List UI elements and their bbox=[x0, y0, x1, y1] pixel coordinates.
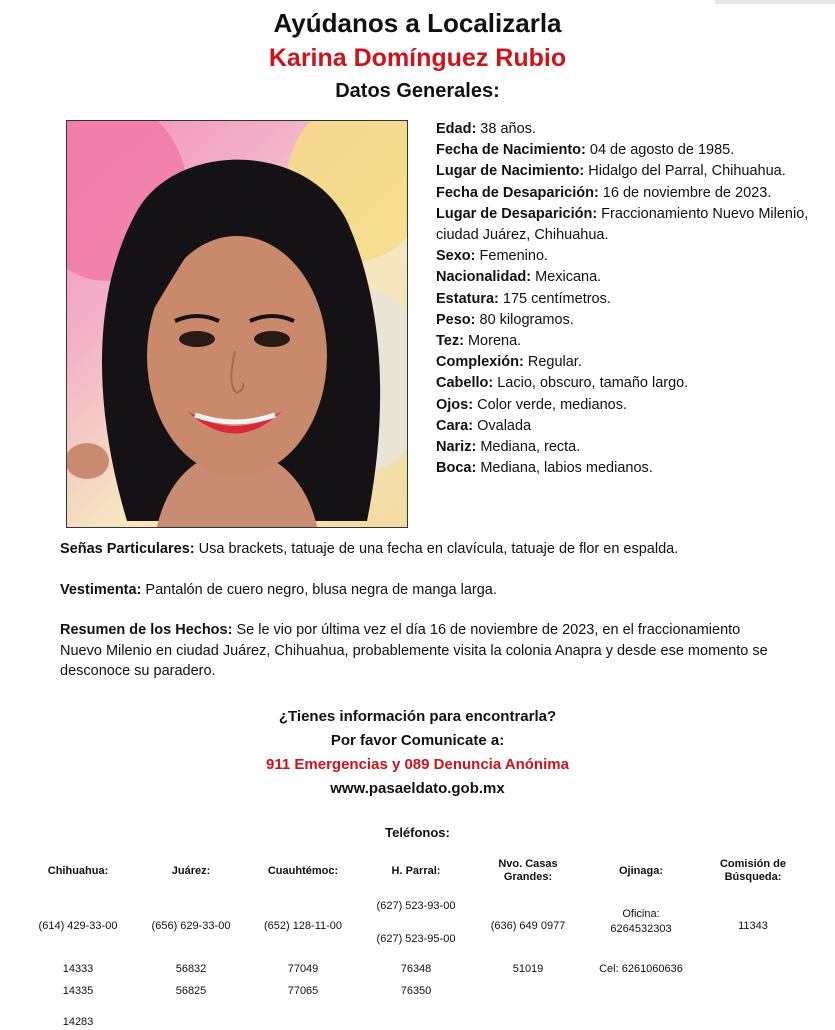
detail-row bbox=[436, 204, 816, 246]
phone-number: 14333 bbox=[62, 963, 94, 975]
detail-value: Lacio, obscuro, tamaño largo. bbox=[493, 375, 689, 392]
distinguishing-marks-label: Señas Particulares: bbox=[60, 541, 195, 557]
detail-row bbox=[436, 331, 816, 352]
phone-number: 77065 bbox=[287, 985, 319, 997]
detail-label: Fecha de Desaparición: bbox=[436, 184, 599, 201]
detail-value: 38 años. bbox=[476, 121, 536, 137]
detail-row bbox=[436, 246, 816, 267]
detail-row bbox=[436, 373, 816, 394]
clothing-label: Vestimenta: bbox=[60, 582, 142, 598]
phones-column-header: Juárez: bbox=[171, 865, 211, 877]
detail-value: 04 de agosto de 1985. bbox=[585, 142, 735, 159]
phones-column bbox=[22, 850, 134, 1030]
detail-label: Fecha de Nacimiento: bbox=[436, 142, 586, 159]
detail-row bbox=[436, 437, 816, 458]
phone-number: 51019 bbox=[512, 963, 544, 975]
summary-value: Se le vio por última vez el día 16 de noviembre de 2023, en el fraccionamiento Nuevo Milenio en ciudad Juárez, Chihuahua, probablemente visita la colonia Anapra y desde ese momento se desconoce su paradero. bbox=[60, 622, 768, 679]
phone-number: (627) 523-93-00 bbox=[376, 900, 456, 912]
phone-number: 56825 bbox=[175, 985, 207, 997]
detail-label: Sexo: bbox=[436, 248, 476, 265]
detail-label: Complexión: bbox=[436, 354, 524, 371]
detail-value: 80 kilogramos. bbox=[475, 311, 574, 328]
phone-number: (614) 429-33-00 bbox=[38, 920, 118, 932]
detail-label: Lugar de Desaparición: bbox=[436, 205, 598, 222]
phone-number: Cel: 6261060636 bbox=[599, 963, 683, 975]
phones-column bbox=[697, 850, 809, 1030]
detail-label: Estatura: bbox=[436, 290, 499, 307]
detail-label: Peso: bbox=[436, 311, 476, 328]
detail-label: Nacionalidad: bbox=[436, 269, 532, 286]
phones-column bbox=[472, 850, 584, 1030]
summary-of-events bbox=[60, 620, 780, 682]
phones-column bbox=[360, 850, 472, 1030]
detail-label: Cara: bbox=[436, 417, 474, 434]
detail-value: Morena. bbox=[463, 333, 522, 350]
top-edge-bar bbox=[715, 0, 835, 4]
phone-number: 14283 bbox=[62, 1016, 94, 1028]
detail-row bbox=[436, 289, 816, 310]
missing-person-photo bbox=[66, 120, 408, 528]
detail-value: Mediana, labios medianos. bbox=[476, 460, 653, 477]
distinguishing-marks-value: Usa brackets, tatuaje de una fecha en clavícula, tatuaje de flor en espalda. bbox=[194, 541, 679, 557]
detail-value: Hidalgo del Parral, Chihuahua. bbox=[584, 163, 786, 180]
detail-row bbox=[436, 310, 816, 331]
detail-value: Color verde, medianos. bbox=[473, 396, 627, 413]
summary-label: Resumen de los Hechos: bbox=[60, 622, 233, 638]
detail-row bbox=[436, 161, 816, 182]
clothing bbox=[60, 580, 780, 601]
detail-value: Mexicana. bbox=[531, 269, 602, 286]
detail-value: 16 de noviembre de 2023. bbox=[598, 184, 772, 201]
phone-number: (656) 629-33-00 bbox=[151, 920, 231, 932]
detail-label: Tez: bbox=[436, 333, 464, 350]
detail-label: Boca: bbox=[436, 460, 477, 477]
poster-title: Ayúdanos a Localizarla bbox=[273, 8, 562, 38]
section-title-general-data: Datos Generales: bbox=[335, 80, 500, 102]
phone-number: (627) 523-95-00 bbox=[376, 933, 456, 945]
detail-label: Ojos: bbox=[436, 396, 474, 413]
emergency-numbers: 911 Emergencias y 089 Denuncia Anónima bbox=[266, 756, 569, 773]
detail-row bbox=[436, 352, 816, 373]
detail-row bbox=[436, 416, 816, 437]
phones-column bbox=[585, 850, 697, 1030]
phone-number: (636) 649 0977 bbox=[490, 920, 566, 932]
phones-column-header: Comisión de Búsqueda: bbox=[719, 858, 786, 883]
detail-value: Femenino. bbox=[475, 248, 549, 265]
detail-label: Lugar de Nacimiento: bbox=[436, 163, 585, 180]
detail-value: Ovalada bbox=[473, 417, 532, 434]
phones-column bbox=[247, 850, 359, 1030]
detail-row bbox=[436, 267, 816, 288]
contact-question: ¿Tienes información para encontrarla? bbox=[278, 708, 557, 725]
detail-label: Nariz: bbox=[436, 439, 477, 456]
detail-row bbox=[436, 119, 816, 140]
detail-value: Fraccionamiento Nuevo Milenio, ciudad Juárez, Chihuahua. bbox=[436, 205, 809, 244]
contact-please: Por favor Comunicate a: bbox=[330, 732, 505, 749]
phones-column-header: H. Parral: bbox=[391, 865, 441, 877]
phone-number: 6264532303 bbox=[610, 923, 672, 935]
general-data-list bbox=[436, 119, 816, 479]
clothing-value: Pantalón de cuero negro, blusa negra de manga larga. bbox=[141, 582, 497, 598]
detail-value: Regular. bbox=[523, 354, 582, 371]
phones-title: Teléfonos: bbox=[385, 825, 450, 840]
phone-number: 76350 bbox=[400, 985, 432, 997]
detail-value: 175 centímetros. bbox=[498, 290, 611, 307]
phones-column-header: Chihuahua: bbox=[47, 865, 109, 877]
phone-number: Oficina: bbox=[622, 908, 660, 920]
detail-label: Cabello: bbox=[436, 375, 494, 392]
phone-number: (652) 128-11-00 bbox=[263, 920, 343, 932]
detail-row bbox=[436, 458, 816, 479]
phones-column-header: Nvo. Casas Grandes: bbox=[498, 858, 558, 883]
phones-column-header: Ojinaga: bbox=[618, 865, 663, 877]
phone-number: 11343 bbox=[738, 920, 768, 932]
phone-number: 56832 bbox=[175, 963, 207, 975]
phones-column bbox=[135, 850, 247, 1030]
detail-row bbox=[436, 140, 816, 161]
detail-label: Edad: bbox=[436, 121, 477, 137]
phone-number: 76348 bbox=[400, 963, 432, 975]
phones-column-header: Cuauhtémoc: bbox=[267, 865, 339, 877]
phone-number: 77049 bbox=[287, 963, 319, 975]
detail-value: Mediana, recta. bbox=[476, 439, 581, 456]
website-link[interactable]: www.pasaeldato.gob.mx bbox=[330, 780, 505, 797]
detail-row bbox=[436, 395, 816, 416]
phone-number: 14335 bbox=[62, 985, 94, 997]
detail-row bbox=[436, 183, 816, 204]
missing-person-name: Karina Domínguez Rubio bbox=[268, 44, 567, 72]
distinguishing-marks bbox=[60, 539, 780, 560]
